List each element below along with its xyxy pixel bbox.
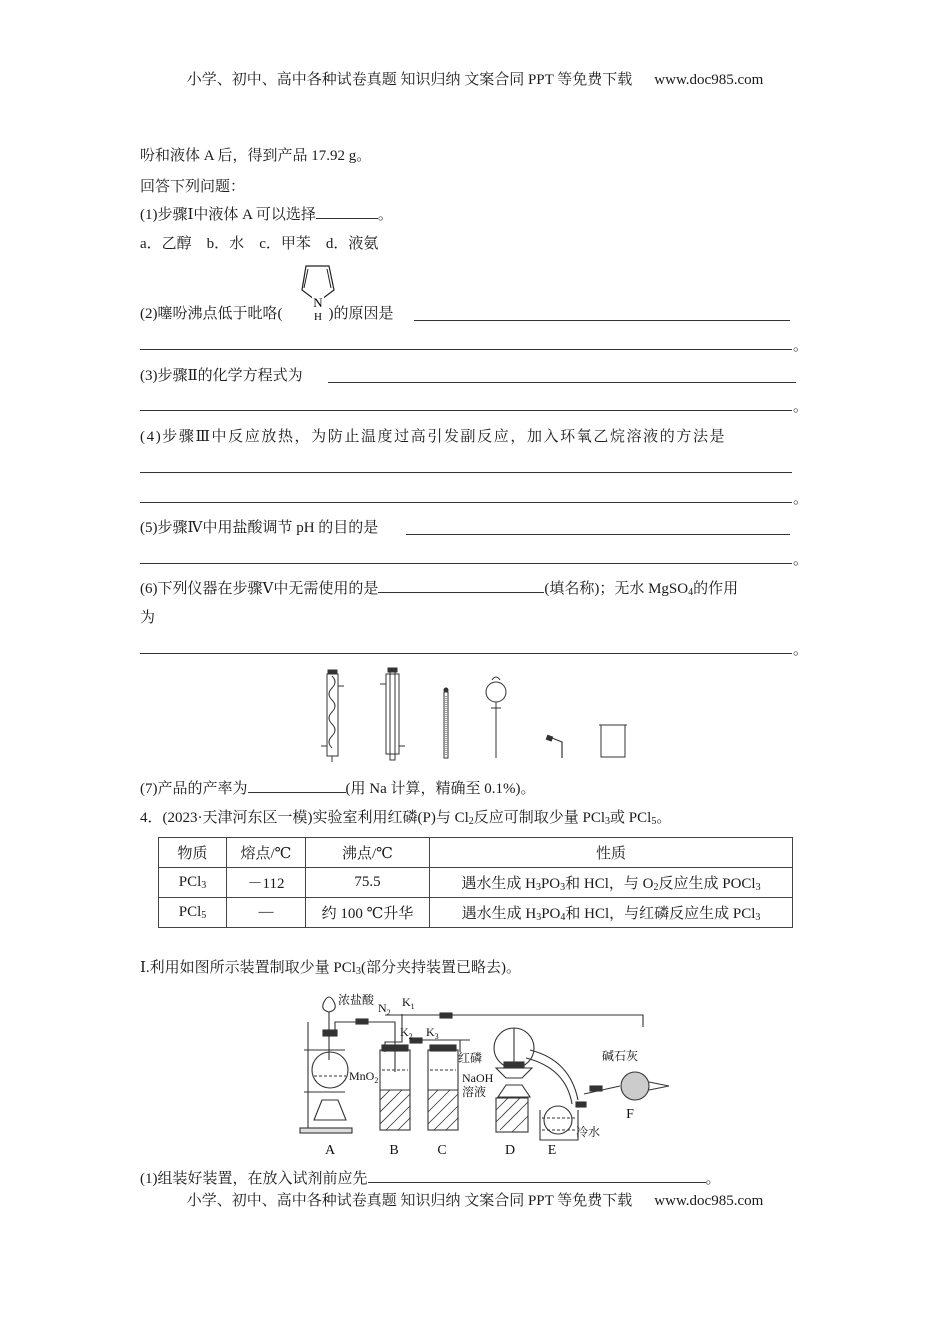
question-6: (6)下列仪器在步骤Ⅴ中无需使用的是 (填名称)；无水 MgSO$_4$的作用 bbox=[140, 578, 738, 599]
svg-text:MnO2: MnO$_2$ bbox=[349, 1069, 379, 1085]
option-a: a．乙醇 bbox=[140, 236, 192, 252]
header-url: www.doc985.com bbox=[654, 72, 764, 88]
svg-text:N: N bbox=[313, 295, 323, 310]
svg-text:K3: $K_3$ bbox=[426, 1025, 439, 1041]
answer-line[interactable] bbox=[328, 382, 796, 383]
page-header bbox=[0, 70, 950, 90]
svg-text:A: A bbox=[324, 1143, 336, 1158]
problem-source: (2023·天津河东区一模) bbox=[162, 810, 313, 826]
svg-text:冷水: 冷水 bbox=[576, 1125, 601, 1139]
part-1-intro: Ⅰ.利用如图所示装置制取少量 PCl$_3$(部分夹持装置已略去)。 bbox=[140, 960, 521, 977]
answer-line[interactable] bbox=[406, 534, 790, 535]
page-footer bbox=[0, 1191, 950, 1211]
svg-text:D: D bbox=[504, 1143, 516, 1158]
pcl3-apparatus-diagram bbox=[290, 990, 670, 1160]
answer-line[interactable] bbox=[140, 653, 792, 654]
svg-text:K2: $K_2$ bbox=[400, 1025, 413, 1041]
spiral-condenser-icon bbox=[321, 670, 344, 762]
answer-line[interactable] bbox=[414, 320, 790, 321]
beaker-icon bbox=[599, 725, 627, 757]
svg-text:红磷: 红磷 bbox=[458, 1051, 483, 1065]
question-1-options bbox=[140, 234, 378, 254]
answer-line[interactable] bbox=[140, 472, 792, 473]
option-d: d．液氨 bbox=[325, 236, 379, 252]
svg-text:碱石灰: 碱石灰 bbox=[602, 1049, 639, 1063]
svg-text:NaOH: NaOH bbox=[462, 1071, 494, 1085]
question-3: (3)步骤Ⅱ的化学方程式为 bbox=[140, 368, 303, 384]
question-1: (1)步骤Ⅰ中液体 A 可以选择 。 bbox=[140, 204, 393, 225]
answer-blank[interactable] bbox=[316, 204, 378, 219]
option-b: b．水 bbox=[206, 236, 245, 252]
question-7: (7)产品的产率为 (用 Na 计算，精确至 0.1%)。 bbox=[140, 778, 535, 799]
svg-text:溶液: 溶液 bbox=[462, 1085, 487, 1099]
svg-text:H: H bbox=[314, 311, 322, 322]
svg-text:浓盐酸: 浓盐酸 bbox=[338, 993, 375, 1007]
svg-text:E: E bbox=[547, 1143, 557, 1158]
problem-4-question-1: (1)组装好装置，在放入试剂前应先 。 bbox=[140, 1168, 721, 1189]
svg-text:K1: $K_1$ bbox=[402, 995, 415, 1011]
answer-line[interactable] bbox=[140, 502, 792, 503]
question-2: (2)噻吩沸点低于吡咯( )的原因是 bbox=[140, 306, 394, 322]
answer-blank[interactable] bbox=[248, 778, 346, 793]
thermometer-icon bbox=[444, 688, 448, 758]
problem-4-intro: 4．(2023·天津河东区一模)实验室利用红磷(P)与 $Cl_2$反应可制取少量 PCl$_3$或 PCl$_5$。 bbox=[140, 810, 672, 827]
answer-line[interactable] bbox=[140, 349, 792, 350]
table-row: PCl$_3$ －112 75.5 遇水生成 $H_3PO_3$和 HCl，与 $O_2$反应生成 POCl$_3$ bbox=[159, 868, 793, 898]
svg-text:F: F bbox=[626, 1107, 634, 1122]
question-4: (4)步骤Ⅲ中反应放热，为防止温度过高引发副反应，加入环氧乙烷溶液的方法是 bbox=[140, 429, 727, 445]
svg-text:B: B bbox=[389, 1143, 399, 1158]
option-c: c．甲苯 bbox=[259, 236, 311, 252]
svg-text:N2: $N_2$ bbox=[378, 1001, 391, 1017]
answer-prompt: 回答下列问题： bbox=[140, 179, 246, 195]
header-text: 小学、初中、高中各种试卷真题 知识归纳 文案合同 PPT 等免费下载 bbox=[186, 72, 633, 88]
answer-blank[interactable] bbox=[378, 578, 544, 593]
continuation-text: 吩和液体 A 后，得到产品 17.92 g。 bbox=[140, 148, 372, 164]
bent-adapter-icon bbox=[546, 735, 562, 758]
svg-text:C: C bbox=[437, 1143, 447, 1158]
answer-line[interactable] bbox=[140, 563, 792, 564]
straight-condenser-icon bbox=[380, 668, 405, 760]
answer-line[interactable] bbox=[140, 410, 792, 411]
footer-url: www.doc985.com bbox=[654, 1193, 764, 1209]
separatory-funnel-icon bbox=[486, 677, 506, 758]
table-row: PCl$_5$ — 约 100 ℃升华 遇水生成 $H_3PO_4$和 HCl，与红磷反应生成 PCl$_3$ bbox=[159, 898, 793, 928]
pyrrole-structure-icon bbox=[296, 262, 346, 322]
table-header-row: 物质 熔点/℃ 沸点/℃ 性质 bbox=[159, 838, 793, 868]
footer-text: 小学、初中、高中各种试卷真题 知识归纳 文案合同 PPT 等免费下载 bbox=[186, 1193, 633, 1209]
apparatus-illustration bbox=[300, 660, 660, 770]
answer-blank[interactable] bbox=[368, 1168, 706, 1183]
question-5: (5)步骤Ⅳ中用盐酸调节 pH 的目的是 bbox=[140, 520, 379, 536]
properties-table bbox=[158, 837, 793, 928]
